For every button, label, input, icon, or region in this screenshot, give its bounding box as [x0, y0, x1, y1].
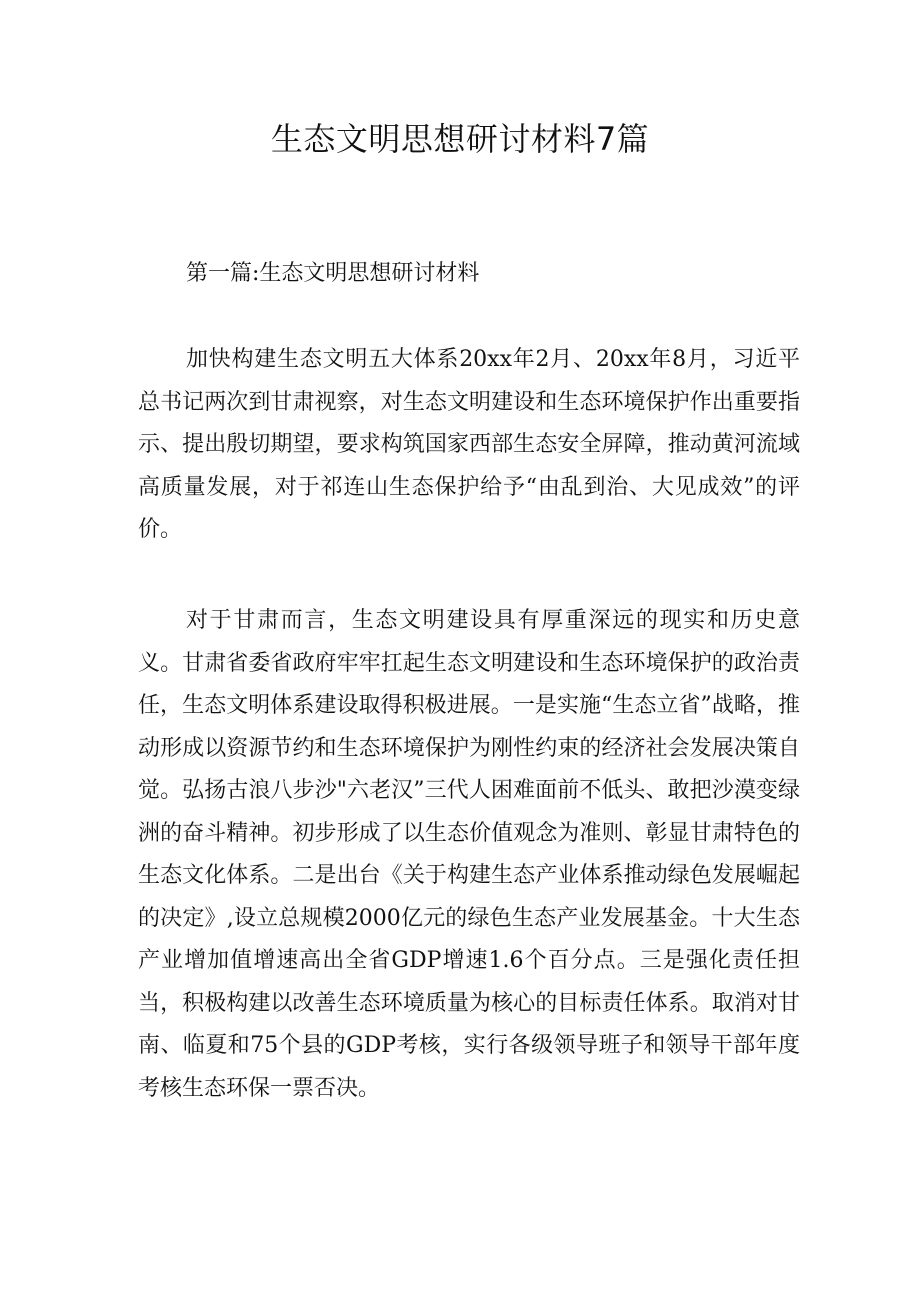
section-heading: 第一篇:生态文明思想研讨材料 — [186, 261, 480, 286]
body-paragraph-2: 对于甘肃而言，生态文明建设具有厚重深远的现实和历史意义。甘肃省委省政府牢牢扛起生态文明建设和生态环境保护的政治责任，生态文明体系建设取得积极进展。一是实施“生态立省”战略，推动形成以资源节约和生态环境保护为刚性约束的经济社会发展决策自觉。弘扬古浪八步沙"六老汉”三代人困难面前不低头、敢把沙漠变绿洲的奋斗精神。初步形成了以生态价值观念为准则、彰显甘肃特色的生态文化体系。二是出台《关于构建生态产业体系推动绿色发展崛起的决定》,设立总规模2000亿元的绿色生态产业发展基金。十大生态产业增加值增速高出全省GDP增速1.6个百分点。三是强化责任担当，积极构建以改善生态环境质量为核心的目标责任体系。取消对甘南、临夏和75个县的GDP考核，实行各级领导班子和领导干部年度考核生态环保一票否决。 — [138, 608, 800, 1101]
document-title: 生态文明思想研讨材料7篇 — [270, 120, 650, 158]
body-paragraph-1: 加快构建生态文明五大体系20xx年2月、20xx年8月，习近平总书记两次到甘肃视察，对生态文明建设和生态环境保护作出重要指示、提出殷切期望，要求构筑国家西部生态安全屏障，推动黄河流域高质量发展，对于祁连山生态保护给予“由乱到治、大见成效”的评价。 — [138, 347, 800, 542]
